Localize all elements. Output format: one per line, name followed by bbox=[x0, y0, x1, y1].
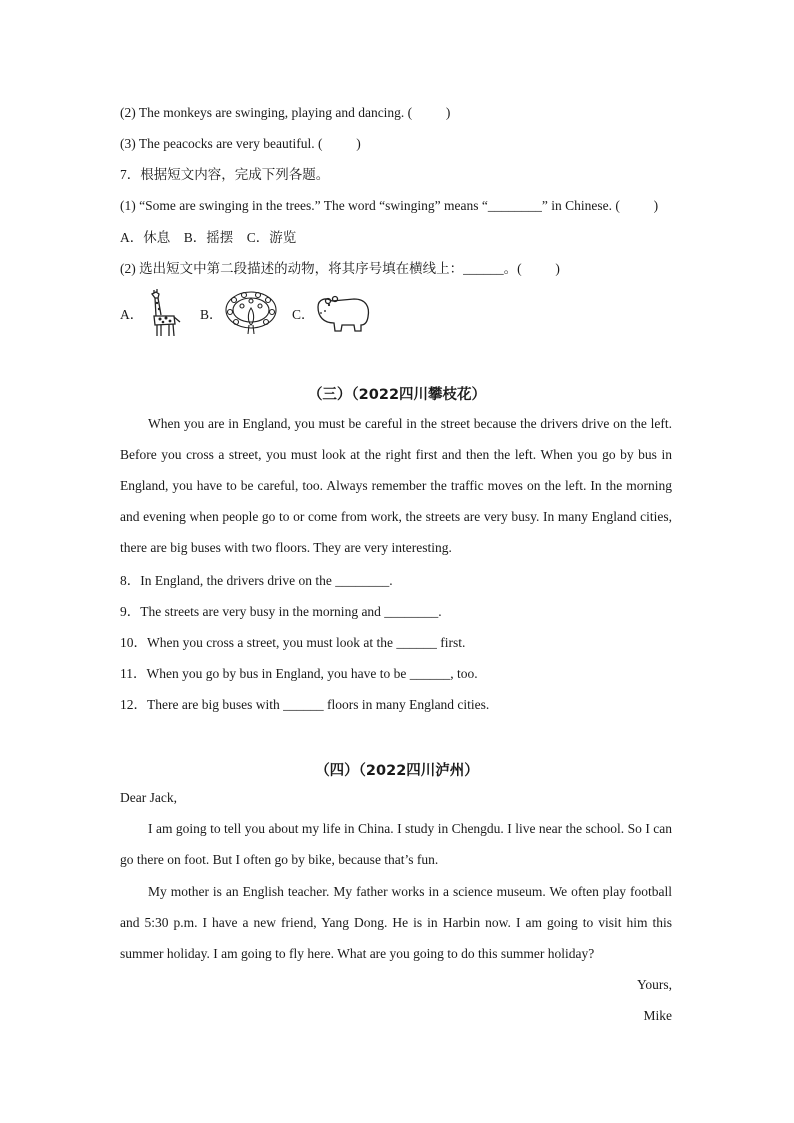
q7-item-1: (1) “Some are swinging in the trees.” The word “swinging” means “________” in Chinese. ( ) bbox=[120, 198, 659, 213]
giraffe-icon bbox=[142, 288, 186, 338]
q6-item-2: (2) The monkeys are swinging, playing and dancing. ( ) bbox=[120, 105, 451, 120]
question-12: 12．There are big buses with ______ floors in many England cities. bbox=[120, 697, 490, 712]
section-3-passage: When you are in England, you must be careful in the street because the drivers drive on the left. Before you cross a street, you must look at the right first and then the left. When you go by bus in England, you have to be careful, too. Always remember the traffic moves on the left. In the morning and evening when people go to or come from work, the streets are very busy. In many England cities, there are big buses with two floors. They are very interesting. bbox=[120, 416, 672, 555]
letter-signature: Mike bbox=[643, 1008, 672, 1023]
q7-item-1-options: A．休息 B．摇摆 C．游览 bbox=[120, 230, 297, 245]
question-11: 11．When you go by bus in England, you have to be ______, too. bbox=[120, 666, 478, 681]
letter-paragraph-1: I am going to tell you about my life in China. I study in Chengdu. I live near the school. So I can go there on foot. But I often go by bike, because that’s fun. bbox=[120, 821, 672, 867]
question-9: 9．The streets are very busy in the morning and ________. bbox=[120, 604, 442, 619]
section-4-heading: （四）（2022四川泸州） bbox=[315, 763, 479, 779]
letter-paragraph-2: My mother is an English teacher. My father works in a science museum. We often play football and 5:30 p.m. I have a new friend, Yang Dong. He is in Harbin now. I am going to visit him this summer holiday. I am going to fly here. What are you going to do this summer holiday? bbox=[120, 884, 672, 961]
option-c-label: C． bbox=[292, 307, 315, 322]
q7-item-2: (2) 选出短文中第二段描述的动物，将其序号填在横线上：______。( ) bbox=[120, 261, 560, 276]
letter-greeting: Dear Jack, bbox=[120, 790, 177, 805]
q7-stem: 7．根据短文内容，完成下列各题。 bbox=[120, 167, 330, 182]
peacock-icon bbox=[224, 290, 278, 336]
question-10: 10．When you cross a street, you must look at the ______ first. bbox=[120, 635, 466, 650]
hippo-icon bbox=[314, 293, 372, 333]
question-8: 8．In England, the drivers drive on the ________. bbox=[120, 573, 393, 588]
option-a-label: A． bbox=[120, 307, 144, 322]
section-3-heading: （三）（2022四川攀枝花） bbox=[307, 387, 487, 403]
option-b-label: B． bbox=[200, 307, 223, 322]
q6-item-3: (3) The peacocks are very beautiful. ( ) bbox=[120, 136, 361, 151]
letter-closing: Yours, bbox=[636, 977, 672, 992]
